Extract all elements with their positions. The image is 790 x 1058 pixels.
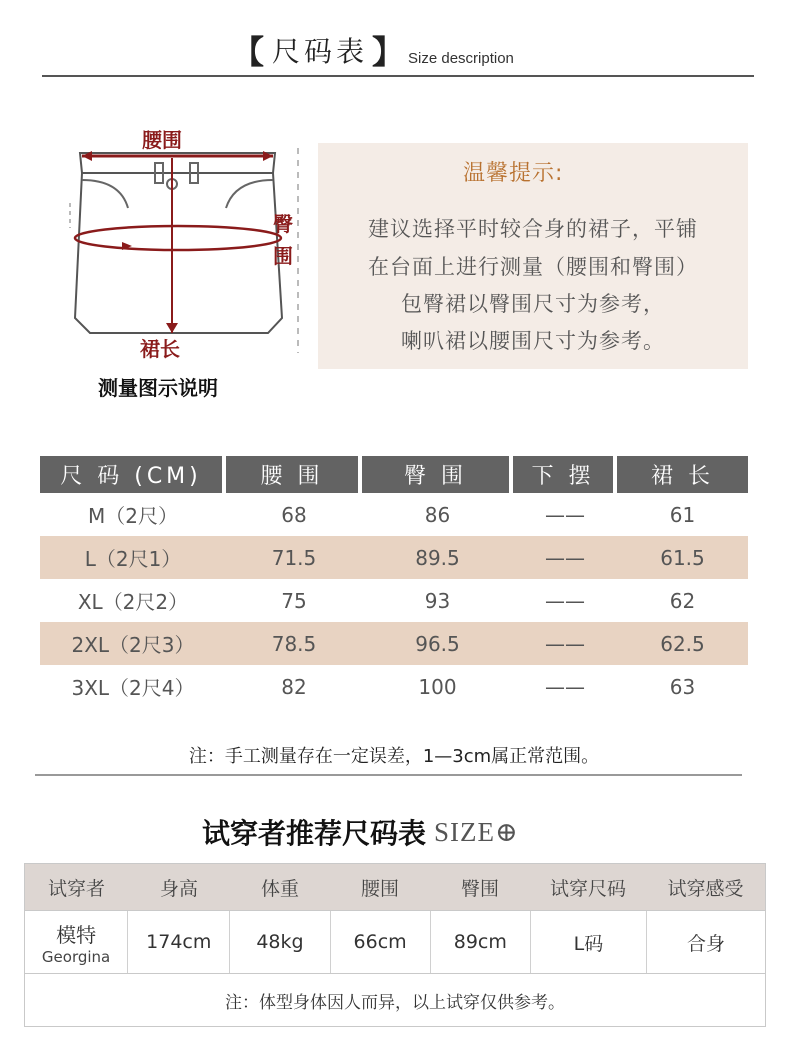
cell-length: 63	[669, 674, 696, 699]
table-row	[40, 579, 748, 622]
cell-length: 61	[669, 502, 696, 527]
size-table-header	[40, 456, 748, 493]
note-divider	[35, 774, 742, 776]
bracket-left: 【	[232, 33, 269, 71]
header-waist: 腰围	[360, 877, 399, 900]
header-height: 身高	[159, 877, 198, 900]
title-text: 尺码表	[272, 35, 369, 68]
tips-line: 在台面上进行测量（腰围和臀围）	[368, 255, 698, 279]
cell-hip: 89.5	[415, 545, 460, 570]
recommendation-header	[25, 864, 765, 910]
hip-label-bottom: 围	[273, 244, 293, 268]
table-row	[40, 493, 748, 536]
recommendation-title	[202, 810, 519, 854]
cell-hem: ——	[545, 631, 585, 656]
cell-hem: ——	[545, 545, 585, 570]
table-row	[40, 536, 748, 579]
cell-size: 3XL（2尺4）	[71, 676, 195, 700]
cell-height: 174cm	[128, 911, 230, 973]
header-wearer: 试穿者	[47, 877, 105, 900]
cell-size: L（2尺1）	[84, 547, 182, 571]
table-row	[40, 665, 748, 708]
cell-waist: 82	[281, 674, 307, 699]
cell-size: 2XL（2尺3）	[71, 633, 195, 657]
tips-title: 温馨提示:	[463, 161, 564, 186]
waist-label: 腰围	[142, 128, 182, 152]
cell-size: M（2尺）	[88, 504, 178, 528]
header-divider	[42, 75, 754, 77]
cell-length: 62	[669, 588, 696, 613]
cell-hip: 89cm	[431, 911, 531, 973]
tips-line: 建议选择平时较合身的裙子，平铺	[368, 217, 698, 241]
cell-waist: 78.5	[271, 631, 317, 656]
size-table	[40, 456, 748, 708]
page-subtitle: Size description	[408, 50, 514, 67]
length-label: 裙长	[140, 337, 180, 361]
header-hem: 下 摆	[513, 456, 613, 493]
header-try-size: 试穿尺码	[549, 877, 626, 900]
header-length: 裙 长	[617, 456, 748, 493]
cell-size: XL（2尺2）	[77, 590, 189, 614]
cell-feeling: 合身	[686, 932, 725, 955]
cell-hip: 86	[424, 502, 451, 527]
page-title	[232, 28, 408, 72]
cell-hip: 100	[418, 674, 457, 699]
cell-try-size: L码	[531, 911, 647, 973]
tips-line: 喇叭裙以腰围尺寸为参考。	[401, 329, 665, 353]
header-hip: 臀 围	[362, 456, 509, 493]
cell-waist: 75	[281, 588, 307, 613]
table-row	[40, 622, 748, 665]
cell-length: 61.5	[660, 545, 705, 570]
recommendation-table	[24, 863, 766, 1027]
cell-hip: 96.5	[415, 631, 460, 656]
cell-waist: 68	[281, 502, 307, 527]
recommendation-title-cn: 试穿者推荐尺码表	[202, 817, 427, 850]
header-waist: 腰 围	[226, 456, 358, 493]
cell-hem: ——	[545, 674, 585, 699]
cell-hem: ——	[545, 588, 585, 613]
bracket-right: 】	[372, 33, 409, 71]
cell-length: 62.5	[660, 631, 705, 656]
cell-weight: 48kg	[230, 911, 330, 973]
table-row	[25, 910, 765, 973]
cell-waist: 66cm	[331, 911, 431, 973]
cell-wearer	[25, 911, 128, 973]
cell-hip: 93	[424, 588, 451, 613]
recommendation-footer: 注：体型身体因人而异，以上试穿仅供参考。	[25, 973, 765, 1026]
tips-line: 包臀裙以臀围尺寸为参考，	[401, 292, 665, 316]
wearer-name-cn: 模特	[56, 922, 97, 947]
header-weight: 体重	[260, 877, 299, 900]
cell-waist: 71.5	[271, 545, 317, 570]
wearer-name-en: Georgina	[41, 947, 111, 966]
diagram-caption: 测量图示说明	[98, 376, 218, 400]
measurement-note: 注：手工测量存在一定误差，1—3cm属正常范围。	[188, 746, 600, 767]
recommendation-title-en: SIZE⊕	[434, 816, 519, 847]
header-hip: 臀围	[460, 877, 499, 900]
hip-label-top: 臀	[273, 212, 293, 236]
header-size: 尺 码 (CM)	[40, 456, 222, 493]
header-feeling: 试穿感受	[667, 877, 744, 900]
cell-hem: ——	[545, 502, 585, 527]
